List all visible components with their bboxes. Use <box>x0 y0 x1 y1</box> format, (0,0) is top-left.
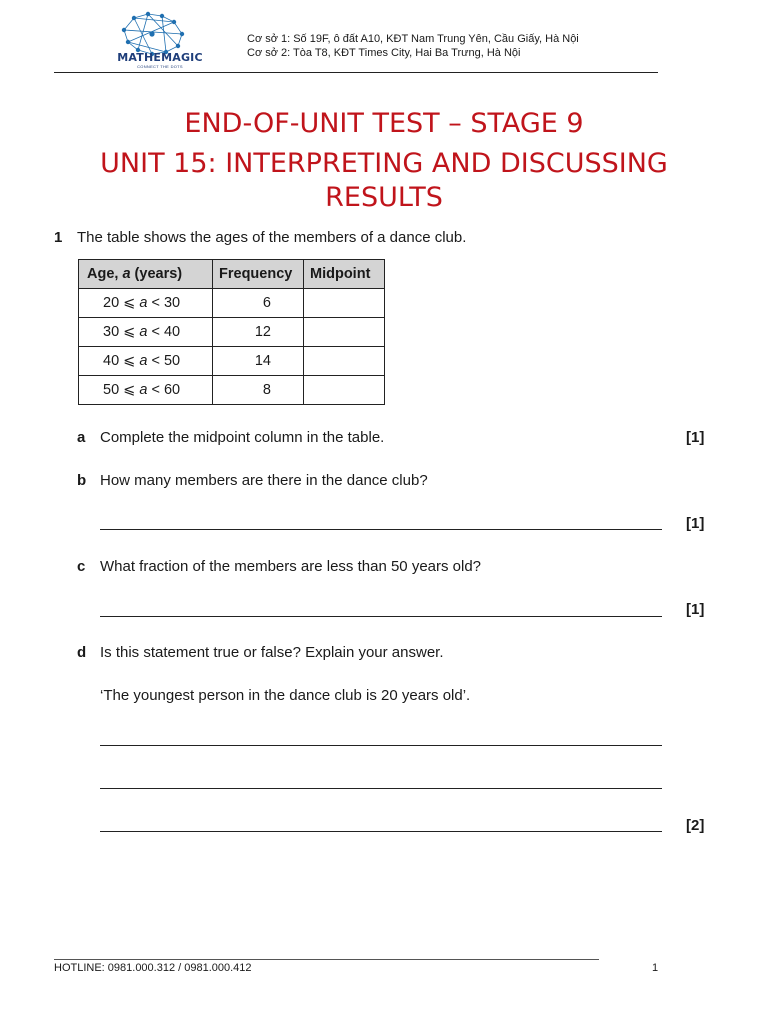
frequency-cell: 6 <box>213 289 304 318</box>
part-b-marks: [1] <box>686 515 705 532</box>
header-divider <box>54 72 658 73</box>
footer-divider <box>54 959 599 960</box>
header-frequency: Frequency <box>213 260 304 289</box>
answer-line-d-2[interactable] <box>100 788 662 789</box>
part-d-text: Is this statement true or false? Explain your answer. <box>100 644 444 661</box>
part-b-label: b <box>77 472 87 489</box>
midpoint-cell[interactable] <box>304 347 385 376</box>
frequency-cell: 14 <box>213 347 304 376</box>
page-title: END-OF-UNIT TEST – STAGE 9 <box>184 108 584 139</box>
midpoint-cell[interactable] <box>304 376 385 405</box>
part-a-text: Complete the midpoint column in the table. <box>100 429 385 446</box>
part-c-label: c <box>77 558 86 575</box>
frequency-cell: 12 <box>213 318 304 347</box>
part-d-quote: ‘The youngest person in the dance club is 20 years old’. <box>100 687 471 704</box>
table-row <box>79 318 385 347</box>
unit-title-line-2: RESULTS <box>325 182 443 213</box>
answer-line-d-1[interactable] <box>100 745 662 746</box>
address-line-2: Cơ sở 2: Tòa T8, KĐT Times City, Hai Ba Trưng, Hà Nội <box>247 47 521 59</box>
table-row <box>79 289 385 318</box>
midpoint-cell[interactable] <box>304 289 385 318</box>
age-interval: 50 ⩽ a < 60 <box>79 376 213 405</box>
part-b-text: How many members are there in the dance club? <box>100 472 428 489</box>
part-d-label: d <box>77 644 87 661</box>
frequency-table <box>78 259 385 405</box>
midpoint-cell[interactable] <box>304 318 385 347</box>
part-d-marks: [2] <box>686 817 705 834</box>
table-row <box>79 376 385 405</box>
unit-title-line-1: UNIT 15: INTERPRETING AND DISCUSSING <box>100 148 668 179</box>
part-a-label: a <box>77 429 86 446</box>
part-c-marks: [1] <box>686 601 705 618</box>
footer-hotline: HOTLINE: 0981.000.312 / 0981.000.412 <box>54 962 252 974</box>
question-number: 1 <box>54 229 63 246</box>
header-midpoint: Midpoint <box>304 260 385 289</box>
answer-line-b[interactable] <box>100 529 662 530</box>
part-c-text: What fraction of the members are less than 50 years old? <box>100 558 482 575</box>
logo-tagline: CONNECT THE DOTS <box>137 64 183 69</box>
table-row <box>79 347 385 376</box>
frequency-cell: 8 <box>213 376 304 405</box>
age-interval: 20 ⩽ a < 30 <box>79 289 213 318</box>
page-number: 1 <box>652 962 659 974</box>
age-interval: 40 ⩽ a < 50 <box>79 347 213 376</box>
table-header-row <box>79 260 385 289</box>
address-line-1: Cơ sở 1: Số 19F, ô đất A10, KĐT Nam Trung Yên, Cầu Giấy, Hà Nội <box>247 33 579 45</box>
header-age: Age, a (years) <box>79 260 213 289</box>
answer-line-d-3[interactable] <box>100 831 662 832</box>
part-a-marks: [1] <box>686 429 705 446</box>
age-interval: 30 ⩽ a < 40 <box>79 318 213 347</box>
question-text: The table shows the ages of the members of a dance club. <box>77 229 467 246</box>
answer-line-c[interactable] <box>100 616 662 617</box>
logo-text: MATHEMAGIC <box>117 51 203 64</box>
